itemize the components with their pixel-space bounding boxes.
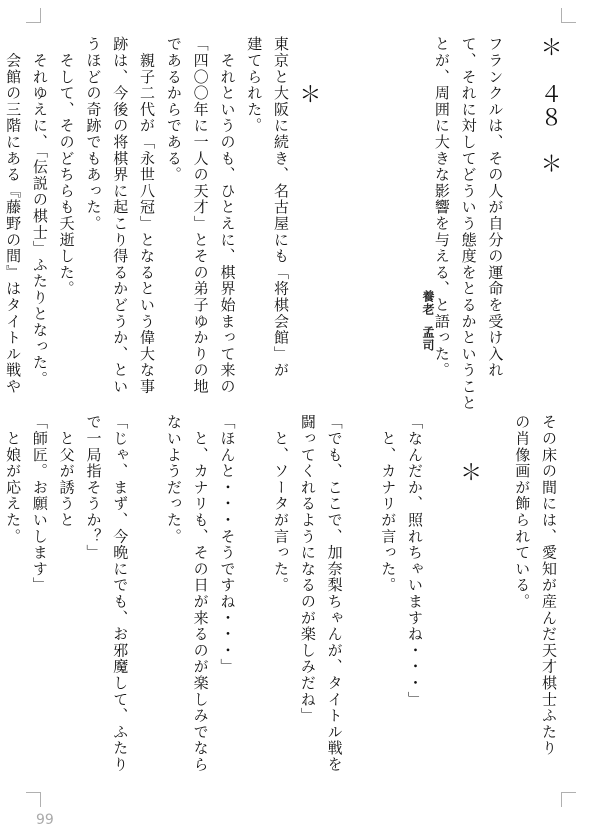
crop-mark-bottom-left bbox=[26, 792, 41, 807]
text-column: 会館の三階にある『藤野の間』はタイトル戦や bbox=[4, 36, 23, 395]
text-column: 「四〇〇年に一人の天才」とその弟子ゆかりの地 bbox=[191, 36, 210, 395]
text-column: で一局指そうか？」 bbox=[84, 414, 103, 561]
text-column: 「でも、ここで、加奈梨ちゃんが、タイトル戦を bbox=[325, 414, 344, 773]
text-column: と父が誘うと bbox=[57, 414, 76, 529]
text-column bbox=[240, 414, 267, 794]
text-column: うほどの奇跡でもあった。 bbox=[84, 36, 103, 232]
text-column: 「じゃ、まず、今晩にでも、お邪魔して、ふたり bbox=[111, 414, 130, 773]
text-column: て、それに対してどういう態度をとるかということ bbox=[459, 36, 478, 411]
text-column: その床の間には、愛知が産んだ天才棋士ふたり bbox=[540, 414, 558, 757]
text-column: フランクルは、その人が自分の運命を受け入れ bbox=[486, 36, 505, 379]
text-column: とが、周囲に大きな影響を与える、と語った。 bbox=[432, 36, 451, 379]
section-mark: ＊ bbox=[295, 36, 321, 106]
quote-attribution bbox=[420, 290, 437, 352]
text-column: ないようだった。 bbox=[164, 414, 183, 545]
text-column bbox=[348, 36, 375, 396]
text-column: と、カナリも、その日が来るのが楽しみでなら bbox=[191, 414, 210, 773]
text-column: と、カナリが言った。 bbox=[379, 414, 398, 594]
text-column: の肖像画が飾られている。 bbox=[513, 414, 532, 610]
text-column: 建てられた。 bbox=[245, 36, 264, 134]
page-number: 99 bbox=[36, 812, 54, 828]
text-column: と、ソータが言った。 bbox=[272, 414, 291, 594]
text-column: 「ほんと・・・そうですね・・・」 bbox=[218, 414, 237, 675]
text-column: 東京と大阪に続き、名古屋にも「将棋会館」が bbox=[272, 36, 291, 379]
text-column: 「師匠。お願いします」 bbox=[30, 414, 49, 594]
text-column: 闘ってくれるようになるのが楽しみだね」 bbox=[298, 414, 317, 724]
text-column bbox=[348, 414, 375, 794]
text-column: 「なんだか、照れちゃいますね・・・」 bbox=[406, 414, 425, 708]
attribution-given-name: 養老 bbox=[421, 290, 435, 316]
text-column: そして、そのどちらも夭逝した。 bbox=[57, 36, 76, 297]
text-column: それというのも、ひとえに、棋界始まって来の bbox=[218, 36, 237, 395]
text-column: それゆえに、「伝説の棋士」ふたりとなった。 bbox=[30, 36, 49, 388]
text-column: 跡は、今後の将棋界に起こり得るかどうか、とい bbox=[111, 36, 130, 395]
upper-text-block bbox=[4, 36, 562, 411]
text-column: と娘が応えた。 bbox=[4, 414, 23, 545]
text-column: であるからである。 bbox=[164, 36, 183, 183]
crop-mark-top-right bbox=[561, 8, 576, 23]
lower-text-block bbox=[4, 414, 562, 794]
text-column bbox=[133, 414, 160, 794]
text-column bbox=[321, 36, 348, 396]
crop-mark-bottom-right bbox=[561, 792, 576, 807]
section-mark: ＊ bbox=[456, 414, 482, 484]
text-column bbox=[482, 414, 509, 794]
text-column bbox=[508, 36, 535, 396]
section-mark: ＊ ４８ ＊ bbox=[537, 36, 562, 176]
attribution-family-name: 孟司 bbox=[421, 326, 435, 352]
text-column bbox=[374, 36, 401, 396]
text-column: 親子二代が「永世八冠」となるという偉大な事 bbox=[138, 36, 157, 395]
text-column bbox=[428, 414, 455, 794]
crop-mark-top-left bbox=[26, 8, 41, 23]
